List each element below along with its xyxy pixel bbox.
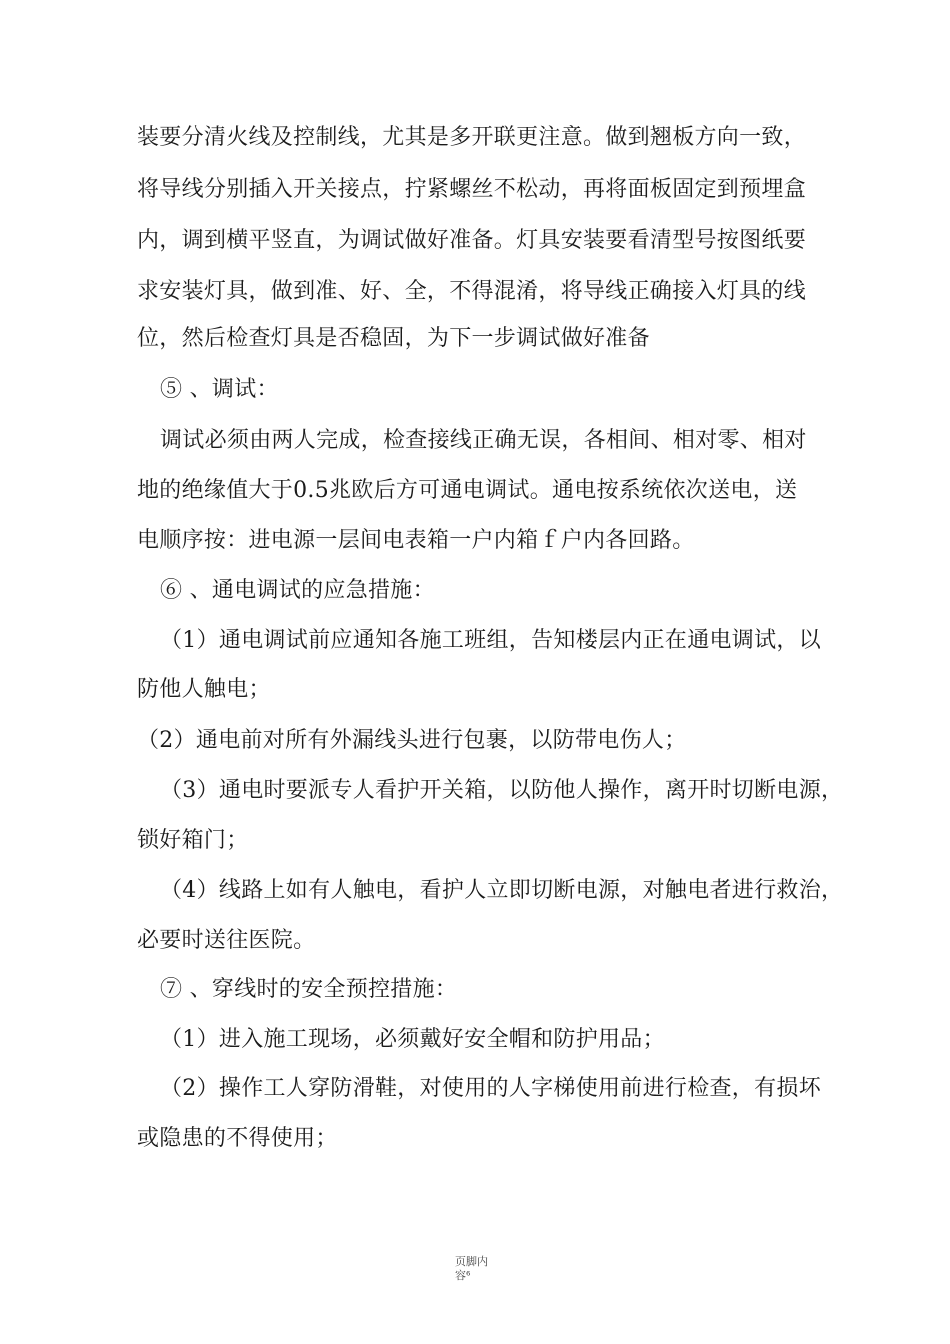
list-item-continuation: 必要时送往医院。 [137,928,316,953]
page-footer [455,1255,488,1283]
list-item: （1）进入施工现场，必须戴好安全帽和防护用品； [160,1027,665,1052]
list-item: （4）线路上如有人触电，看护人立即切断电源，对触电者进行救治， [160,878,844,903]
list-item-continuation: 锁好箱门； [137,828,249,853]
section-heading: ⑤ 、调试： [160,377,279,402]
body-text-line: 将导线分别插入开关接点，拧紧螺丝不松动，再将面板固定到预埋盒 [137,177,807,202]
section-heading: ⑥ 、通电调试的应急措施： [160,578,435,603]
list-item-continuation: 或隐患的不得使用； [137,1126,338,1151]
body-text-line: 位，然后检查灯具是否稳固，为下一步调试做好准备 [137,326,650,351]
body-text-line: 地的绝缘值大于0.5兆欧后方可通电调试。通电按系统依次送电，送 [137,478,798,503]
section-heading: ⑦ 、穿线时的安全预控措施： [160,977,458,1002]
body-text-line: 求安装灯具，做到准、好、全，不得混淆，将导线正确接入灯具的线 [137,279,807,304]
list-item-continuation: 防他人触电； [137,677,271,702]
list-item: （1）通电调试前应通知各施工班组，告知楼层内正在通电调试，以 [160,628,821,653]
list-item: （2）通电前对所有外漏线头进行包裹，以防带电伤人； [137,728,687,753]
body-text-line: 电顺序按：进电源一层间电表箱一户内箱ｆ户内各回路。 [137,528,695,553]
footer-line: 页脚内 [455,1255,488,1268]
list-item: （2）操作工人穿防滑鞋，对使用的人字梯使用前进行检查，有损坏 [160,1076,821,1101]
body-text-line: 内，调到横平竖直，为调试做好准备。灯具安装要看清型号按图纸要 [137,228,807,253]
body-text-line: 调试必须由两人完成，检查接线正确无误，各相间、相对零、相对 [160,428,807,453]
footer-line: 容⁶ [455,1269,471,1282]
list-item: （3）通电时要派专人看护开关箱，以防他人操作，离开时切断电源， [160,778,844,803]
body-text-line: 装要分清火线及控制线，尤其是多开联更注意。做到翘板方向一致， [137,125,807,150]
